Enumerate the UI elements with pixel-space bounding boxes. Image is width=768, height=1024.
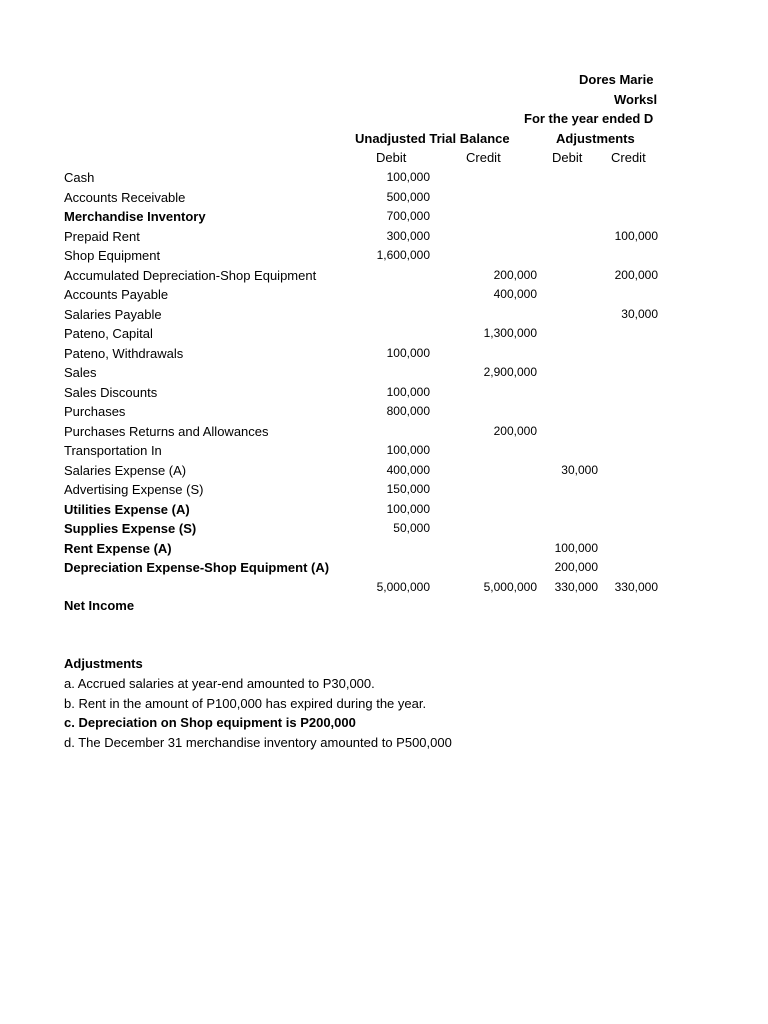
adjustment-note: b. Rent in the amount of P100,000 has expired during the year. <box>64 696 427 711</box>
account-name: Pateno, Withdrawals <box>64 346 184 361</box>
utb-debit-header: Debit <box>376 150 407 165</box>
adj-debit-header: Debit <box>552 150 583 165</box>
table-row <box>0 266 660 285</box>
account-name: Salaries Payable <box>64 307 162 322</box>
table-row <box>0 558 660 577</box>
account-name: Salaries Expense (A) <box>64 463 187 478</box>
utb-credit-cell: 200,000 <box>493 424 537 438</box>
table-row <box>0 441 660 460</box>
table-row <box>0 500 660 519</box>
utb-debit-cell: 100,000 <box>386 170 430 184</box>
utb-debit-cell: 800,000 <box>386 404 430 418</box>
account-name: Transportation In <box>64 443 162 458</box>
utb-debit-cell: 50,000 <box>393 521 430 535</box>
account-name: Utilities Expense (A) <box>64 502 190 517</box>
table-row <box>0 285 660 304</box>
total-adj-credit-cell: 330,000 <box>614 580 658 594</box>
adj-credit-cell: 200,000 <box>614 268 658 282</box>
utb-credit-cell: 400,000 <box>493 287 537 301</box>
account-name: Sales <box>64 365 97 380</box>
utb-debit-cell: 100,000 <box>386 502 430 516</box>
utb-debit-cell: 400,000 <box>386 463 430 477</box>
table-row <box>0 324 660 343</box>
adj-credit-cell: 30,000 <box>621 307 658 321</box>
table-row <box>0 539 660 558</box>
unadjusted-trial-balance-header: Unadjusted Trial Balance <box>355 131 510 146</box>
table-row <box>0 246 660 265</box>
account-name: Accounts Payable <box>64 287 169 302</box>
adj-debit-cell: 100,000 <box>554 541 598 555</box>
adjustments-notes-title: Adjustments <box>64 656 143 671</box>
account-name: Advertising Expense (S) <box>64 482 204 497</box>
table-row <box>0 422 660 441</box>
period-title: For the year ended D <box>524 111 654 126</box>
table-row <box>0 480 660 499</box>
utb-debit-cell: 100,000 <box>386 346 430 360</box>
adjustments-header: Adjustments <box>556 131 635 146</box>
table-row <box>0 227 660 246</box>
table-row <box>0 207 660 226</box>
total-adj-debit-cell: 330,000 <box>554 580 598 594</box>
account-name: Prepaid Rent <box>64 229 140 244</box>
table-row <box>0 519 660 538</box>
table-row <box>0 461 660 480</box>
total-utb-credit-cell: 5,000,000 <box>483 580 537 594</box>
utb-debit-cell: 150,000 <box>386 482 430 496</box>
adjustment-note: a. Accrued salaries at year-end amounted to P30,000. <box>64 676 375 691</box>
totals-row <box>0 578 660 597</box>
table-row <box>0 383 660 402</box>
account-name: Rent Expense (A) <box>64 541 172 556</box>
account-name: Accumulated Depreciation-Shop Equipment <box>64 268 317 283</box>
account-name: Pateno, Capital <box>64 326 153 341</box>
account-name: Supplies Expense (S) <box>64 521 197 536</box>
utb-debit-cell: 300,000 <box>386 229 430 243</box>
utb-credit-header: Credit <box>466 150 501 165</box>
utb-debit-cell: 100,000 <box>386 385 430 399</box>
table-row <box>0 344 660 363</box>
company-name: Dores Marie <box>579 72 654 87</box>
utb-credit-cell: 2,900,000 <box>483 365 537 379</box>
utb-debit-cell: 700,000 <box>386 209 430 223</box>
account-name: Depreciation Expense-Shop Equipment (A) <box>64 560 330 575</box>
adj-credit-header: Credit <box>611 150 646 165</box>
table-row <box>0 168 660 187</box>
worksheet-title: Worksl <box>614 92 658 107</box>
adj-debit-cell: 200,000 <box>554 560 598 574</box>
total-utb-debit-cell: 5,000,000 <box>376 580 430 594</box>
table-row <box>0 363 660 382</box>
table-row <box>0 402 660 421</box>
table-row <box>0 305 660 324</box>
adj-credit-cell: 100,000 <box>614 229 658 243</box>
account-name: Merchandise Inventory <box>64 209 206 224</box>
account-name: Sales Discounts <box>64 385 158 400</box>
utb-debit-cell: 1,600,000 <box>376 248 430 262</box>
account-name: Cash <box>64 170 95 185</box>
utb-debit-cell: 500,000 <box>386 190 430 204</box>
account-name: Purchases Returns and Allowances <box>64 424 269 439</box>
account-name: Accounts Receivable <box>64 190 186 205</box>
utb-credit-cell: 1,300,000 <box>483 326 537 340</box>
account-name: Purchases <box>64 404 126 419</box>
account-name: Shop Equipment <box>64 248 161 263</box>
utb-debit-cell: 100,000 <box>386 443 430 457</box>
utb-credit-cell: 200,000 <box>493 268 537 282</box>
net-income-label: Net Income <box>64 598 135 613</box>
adjustment-note: c. Depreciation on Shop equipment is P200,000 <box>64 715 356 730</box>
table-row <box>0 188 660 207</box>
adj-debit-cell: 30,000 <box>561 463 598 477</box>
adjustment-note: d. The December 31 merchandise inventory amounted to P500,000 <box>64 735 452 750</box>
